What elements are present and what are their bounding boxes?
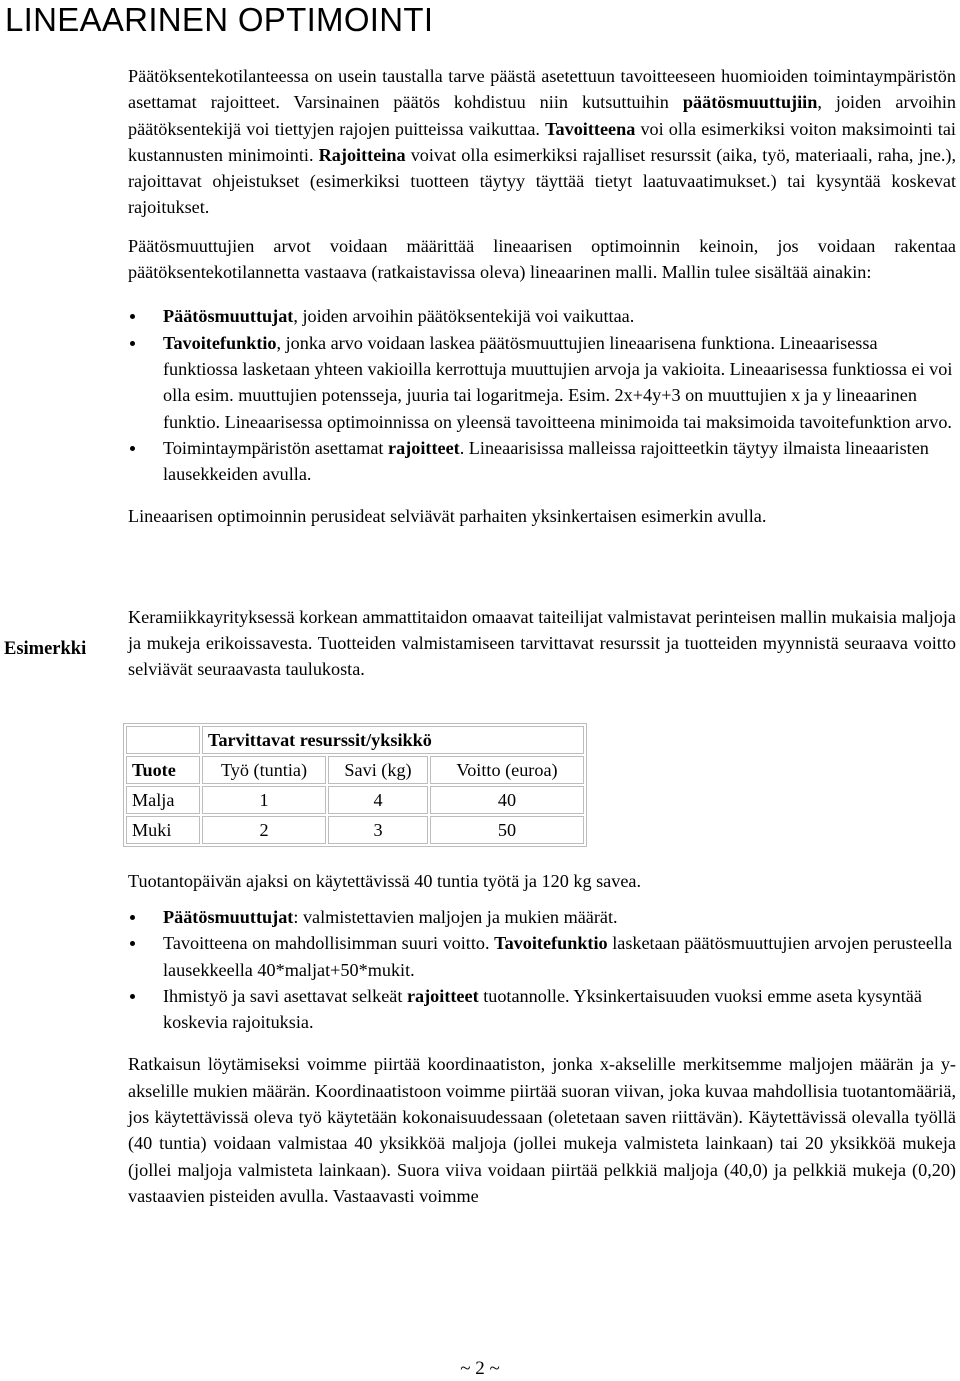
document-body <box>128 63 956 1209</box>
list-text: tuotannolle. Yksinkertaisuuden vuoksi emme aseta kysyntää koskevia rajoituksia. <box>163 985 922 1033</box>
list-text: lasketaan päätösmuuttujien arvojen perusteella lausekkeella 40*maljat+50*mukit. <box>163 933 953 980</box>
page-number: ~ 2 ~ <box>460 1358 500 1379</box>
term-decision-variables: päätösmuuttujiin <box>682 92 818 113</box>
list-text: Toimintaympäristön asettamat <box>163 437 389 458</box>
list-text: . Lineaarisissa malleissa rajoitteetkin täytyy ilmaista lineaaristen lausekkeiden avulla. <box>163 437 929 485</box>
group-header-text: Tarvittavat resurssit/yksikkö <box>208 729 432 750</box>
intro-text: voi olla esimerkiksi voiton maksimointi tai kustannusten minimointi. <box>128 118 956 165</box>
table-cell: 4 <box>328 786 428 814</box>
intro-text: Päätöksentekotilanteessa on usein taustalla tarve päästä asetettuun tavoitteeseen huomioiden toimintaympäristön asettamat rajoitteet. Varsinainen päätös kohdistuu niin kutsuttuihin <box>128 66 956 113</box>
list-term: rajoitteet <box>388 437 460 458</box>
table-header-cell: Työ (tuntia) <box>202 756 326 784</box>
intro-paragraph <box>128 63 956 221</box>
list-item <box>128 904 956 930</box>
list-text: Ihmistyö ja savi asettavat selkeät <box>163 985 407 1006</box>
table-row <box>126 816 584 844</box>
list-item <box>128 435 956 488</box>
list-term: Tavoitefunktio <box>163 332 277 353</box>
solution-paragraph: Ratkaisun löytämiseksi voimme piirtää koordinaatiston, jonka x-akselille merkitsemme maljojen määrän ja y-akselille mukien määrän. Koordinaatistoon voimme piirtää suoran viivan, joka kuvaa mahdollisia tuotantomääriä, jos käytettävissä oleva työ käytetään kokonaisuudessaan (oletetaan saven riittävän). Käytettävissä olevalla työllä (40 tuntia) voidaan valmistaa 40 yksikköä maljoja (jollei mukeja valmisteta lainkaan) tai 20 yksikköä mukeja (jollei maljoja valmisteta lainkaan). Suora viiva voidaan piirtää pelkkiä maljoja (40,0) ja pelkkiä mukeja (0,20) vastaavien pisteiden avulla. Vastaavasti voimme <box>128 1054 956 1206</box>
table-cell: Malja <box>126 786 200 814</box>
table-row <box>126 786 584 814</box>
page-title: LINEAARINEN OPTIMOINTI <box>5 1 434 38</box>
intro-text: , joiden arvoihin päätöksentekijä voi tiettyjen rajojen puitteissa vaikuttaa. <box>128 92 956 139</box>
list-item <box>128 330 956 435</box>
header-text: Tuote <box>132 759 176 780</box>
term-objective: Tavoitteena <box>545 118 636 139</box>
table-cell: 50 <box>430 816 584 844</box>
list-text: , joiden arvoihin päätöksentekijä voi vaikuttaa. <box>293 306 635 327</box>
table-cell: 3 <box>328 816 428 844</box>
list-term: rajoitteet <box>406 985 479 1006</box>
table-cell: 1 <box>202 786 326 814</box>
term-constraints: Rajoitteina <box>318 144 406 165</box>
list-term: Päätösmuuttujat <box>163 906 294 927</box>
list-text: : valmistettavien maljojen ja mukien määrät. <box>293 906 618 927</box>
example-intro: Keramiikkayrityksessä korkean ammattitaidon omaavat taiteilijat valmistavat perinteisen mallin mukaisia maljoja ja mukeja erikoissavesta. Tuotteiden valmistamiseen tarvittavat resurssit ja tuotteiden myynnistä seuraava voitto selviävät seuraavasta taulukosta. <box>128 606 956 680</box>
table-header-row <box>126 756 584 784</box>
list-item <box>128 983 956 1036</box>
model-paragraph: Päätösmuuttujien arvot voidaan määrittää lineaarisen optimoinnin keinoin, jos voidaan rakentaa päätöksentekotilannetta vastaava (ratkaistavissa oleva) lineaarinen malli. Mallin tulee sisältää ainakin: <box>128 235 956 283</box>
model-requirements-list <box>128 303 956 487</box>
table-header-row <box>126 726 584 754</box>
example-model-list <box>128 904 956 1035</box>
list-term: Tavoitefunktio <box>494 933 608 954</box>
intro-text: voivat olla esimerkiksi rajalliset resurssit (aika, työ, materiaali, raha, jne.), rajoittavat ohjeistukset (esimerkiksi tuotteen täytyy täyttää tietyt laatuvaatimukset.) tai kysyntää koskevat rajoitukset. <box>128 144 956 218</box>
table-cell: 40 <box>430 786 584 814</box>
list-term: Päätösmuuttujat <box>163 306 294 327</box>
table-header-cell <box>126 756 200 784</box>
resource-table <box>123 723 587 847</box>
list-item <box>128 303 956 329</box>
table-cell <box>126 726 200 754</box>
table-cell: 2 <box>202 816 326 844</box>
list-item <box>128 930 956 983</box>
list-text: Tavoitteena on mahdollisimman suuri voitto. <box>163 933 495 954</box>
table-group-header <box>202 726 584 754</box>
availability-text: Tuotantopäivän ajaksi on käytettävissä 40 tuntia työtä ja 120 kg savea. <box>128 870 642 891</box>
table-header-cell: Voitto (euroa) <box>430 756 584 784</box>
closing-paragraph: Lineaarisen optimoinnin perusideat selviävät parhaiten yksinkertaisen esimerkin avulla. <box>128 506 767 527</box>
list-text: , jonka arvo voidaan laskea päätösmuuttujien lineaarisena funktiona. Lineaarisessa funktiossa lasketaan yhteen vakioilla kerrottuja muuttujien arvoja ja vakioita. Lineaarisessa funktiossa ei voi olla esim. muuttujien potensseja, juuria tai logaritmeja. Esim. 2x+4y+3 on muuttujien x ja y lineaarinen funktio. Lineaarisessa optimoinnissa on yleensä tavoitteena minimoida tai maksimoida tavoitefunktion arvo. <box>163 332 953 432</box>
table-cell: Muki <box>126 816 200 844</box>
table-header-cell: Savi (kg) <box>328 756 428 784</box>
example-label: Esimerkki <box>4 639 87 659</box>
